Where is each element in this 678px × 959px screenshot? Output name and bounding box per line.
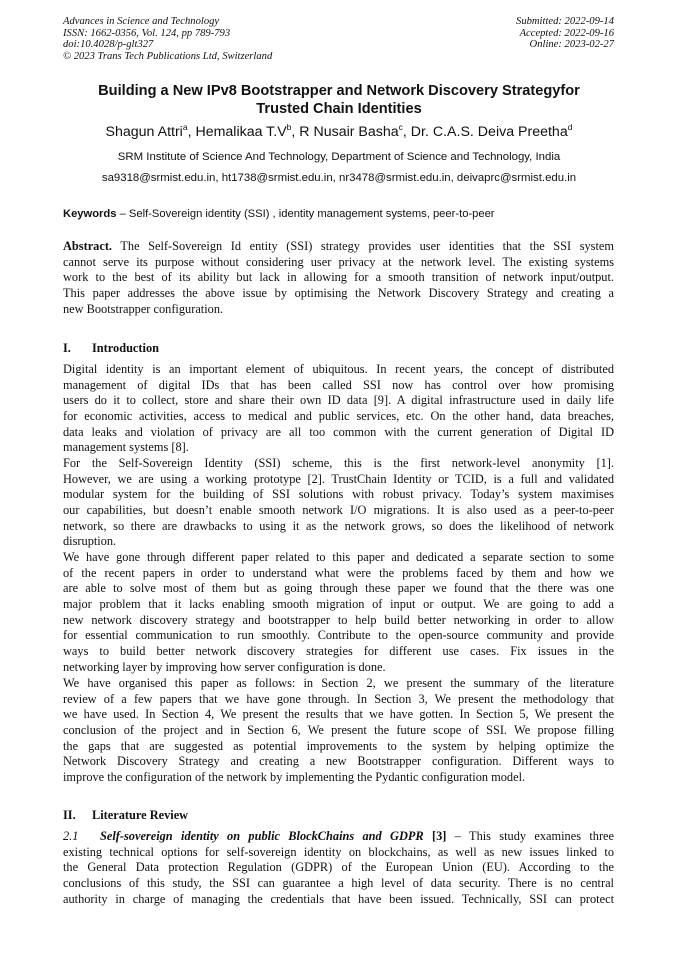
author-emails: sa9318@srmist.edu.in, ht1738@srmist.edu.in, nr3478@srmist.edu.in, deivaprc@srmist.edu.in xyxy=(101,172,577,184)
text-line: existing technical options for self-sovereign identity on blockchains, as well as new issues linked to xyxy=(63,844,614,859)
text-line: the gaps that are suggested as potential improvements to the system by helping optimize the xyxy=(63,738,614,753)
title-line-2: Trusted Chain Identities xyxy=(256,100,422,117)
citation: [3] xyxy=(432,829,447,843)
affiliation: SRM Institute of Science And Technology, Department of Science and Technology, India xyxy=(117,151,561,163)
author-affil-mark: b xyxy=(286,122,292,132)
accepted-date: Accepted: 2022-09-16 xyxy=(519,27,614,39)
dates-header xyxy=(516,16,614,51)
text-line: ways to build better network discovery strategies for different use cases. Fix issues in the xyxy=(63,644,614,659)
text-line: our capabilities, but doesn’t enable smooth network I/O migrations. It is also used as a peer-to-peer xyxy=(63,503,614,518)
keywords xyxy=(63,207,614,221)
title-line-1: Building a New IPv8 Bootstrapper and Network Discovery Strategyfor xyxy=(98,83,580,99)
keywords-label: Keywords xyxy=(63,208,117,220)
author-affil-mark: a xyxy=(182,122,188,132)
text-line: modular system for the building of SSI solutions with robust privacy. Today’s system maximises xyxy=(63,487,614,502)
text-line: major problem that it lacks enabling smooth migration of input or output. We are going to add a xyxy=(63,597,614,612)
text-line: for essential communication to run smoothly. Contribute to the open-source community and provide xyxy=(63,628,614,643)
text-line: We have gone through different paper related to this paper and dedicated a separate section to some xyxy=(63,550,614,564)
text-line: Digital identity is an important element of ubiquitous. In recent years, the concept of distributed xyxy=(63,362,614,376)
text-line: users do it to collect, store and share their own ID data [9]. A digital infrastructure used in daily life xyxy=(63,393,614,408)
text-line: review of a few papers that we have gone through. In Section 3, We present the methodology that xyxy=(63,691,614,706)
introduction-paragraph-4 xyxy=(63,676,614,786)
section-heading-introduction xyxy=(63,341,159,356)
abstract xyxy=(63,239,614,317)
section-title: Literature Review xyxy=(92,808,189,822)
keywords-text: – Self-Sovereign identity (SSI) , identity management systems, peer-to-peer xyxy=(116,208,495,220)
text-line: We have organised this paper as follows: in Section 2, we present the summary of the literature xyxy=(63,676,614,690)
journal-name: Advances in Science and Technology xyxy=(63,16,220,27)
text-line: improve the configuration of the network by implementing the Pydantic configuration model. xyxy=(63,770,526,785)
abstract-line: This paper addresses the above issue by optimising the Network Discovery Strategy and creating a xyxy=(63,286,614,301)
journal-header xyxy=(63,16,272,62)
text-line: For the Self-Sovereign Identity (SSI) scheme, this is the first network-level anonymity [1]. xyxy=(63,456,614,470)
author-affil-mark: c xyxy=(398,122,403,132)
introduction-paragraph-2 xyxy=(63,456,614,550)
author-list: Shagun Attri$^a$, Hemalikaa $T.V^b$, R Nusair Basha$^c$, Dr. C.A.S. Deiva Preetha$^d$ xyxy=(105,122,573,140)
text-line: conclusions of this study, the SSI can guarantee a high level of data security. There is no central xyxy=(63,876,614,891)
section-heading-literature-review xyxy=(63,808,188,823)
submitted-date: Submitted: 2022-09-14 xyxy=(516,16,614,27)
copyright: © 2023 Trans Tech Publications Ltd, Switzerland xyxy=(63,50,273,62)
text-line: management of digital IDs that has been called SSI now has control over how promising xyxy=(63,377,614,392)
text-line: authority in charge of managing the credentials that have been issued. Technically, SSI can protect xyxy=(63,891,614,906)
text-line: Network Discovery Strategy and creating a new Bootstrapper configuration. Different ways to xyxy=(63,754,614,769)
text-line: new network discovery strategy and bootstrapper to help build better networking in order to allow xyxy=(63,612,614,627)
online-date: Online: 2023-02-27 xyxy=(529,39,614,51)
issn-volume: ISSN: 1662-0356, Vol. 124, pp 789-793 xyxy=(63,27,231,39)
author-name: Shagun Attri xyxy=(105,124,183,140)
text-line: networking layer by improving how server configuration is done. xyxy=(63,659,386,674)
text-line: network, so there are drawbacks to using it as the network grows, so does the likelihood of network xyxy=(63,518,614,533)
section-title: Introduction xyxy=(92,341,159,355)
paper-title xyxy=(40,83,638,118)
abstract-label: Abstract. xyxy=(63,239,113,253)
text-line: we have used. In Section 4, We present the results that we have gotten. In Section 5, We present the xyxy=(63,707,614,722)
subsection-title: Self-sovereign identity on public BlockChains and GDPR xyxy=(100,829,424,843)
text-line: disruption. xyxy=(63,534,117,549)
text-line: management systems [8]. xyxy=(63,440,189,455)
literature-subsection-2-1 xyxy=(63,829,614,907)
text-line: are able to solve most of them but as going through these paper we found that the there was one xyxy=(63,581,614,596)
author-name: R Nusair Basha xyxy=(299,124,399,140)
text-line: for economic activities, access to medical and public services, etc. On the other hand, data breaches, xyxy=(63,409,614,424)
author-name: Dr. C.A.S. Deiva Preetha xyxy=(410,124,568,140)
abstract-line: Abstract. The Self-Sovereign Id entity (SSI) strategy provides user identities that the SSI system xyxy=(63,239,614,253)
abstract-line: new Bootstrapper configuration. xyxy=(63,301,224,316)
introduction-paragraph-1 xyxy=(63,362,614,456)
author-affil-mark: d xyxy=(567,122,573,132)
abstract-line: work to the best of its ability but lack in allowing for a smooth transition of network input/output. xyxy=(63,270,614,285)
text-line: data leaks and violation of privacy are all too common with the current generation of Digital ID xyxy=(63,424,614,439)
introduction-paragraph-3 xyxy=(63,550,614,676)
text-line: conclusion of the project and in Section 6, We present the future scope of SSI. We propose filling xyxy=(63,723,614,738)
doi: doi:10.4028/p-glt327 xyxy=(63,39,154,51)
text-line: of the recent papers in order to understand what were the problems faced by them and how we xyxy=(63,565,614,580)
subsection-heading-line: 2.1 Self-sovereign identity on public BlockChains and GDPR [3] – This study examines three xyxy=(63,829,614,843)
text-line: However, we are using a working prototype [2]. TrustChain Identity or TCID, is a full and validated xyxy=(63,471,614,486)
text-line: the General Data protection Regulation (GDPR) of the European Union (EU). According to the xyxy=(63,860,614,875)
subsection-number: 2.1 xyxy=(63,829,79,843)
section-number: II. xyxy=(63,808,76,822)
abstract-line: cannot serve its purpose without considering user privacy at the network level. The existing systems xyxy=(63,254,614,269)
author-name: Hemalikaa T.V xyxy=(195,124,287,140)
section-number: I. xyxy=(63,341,71,355)
